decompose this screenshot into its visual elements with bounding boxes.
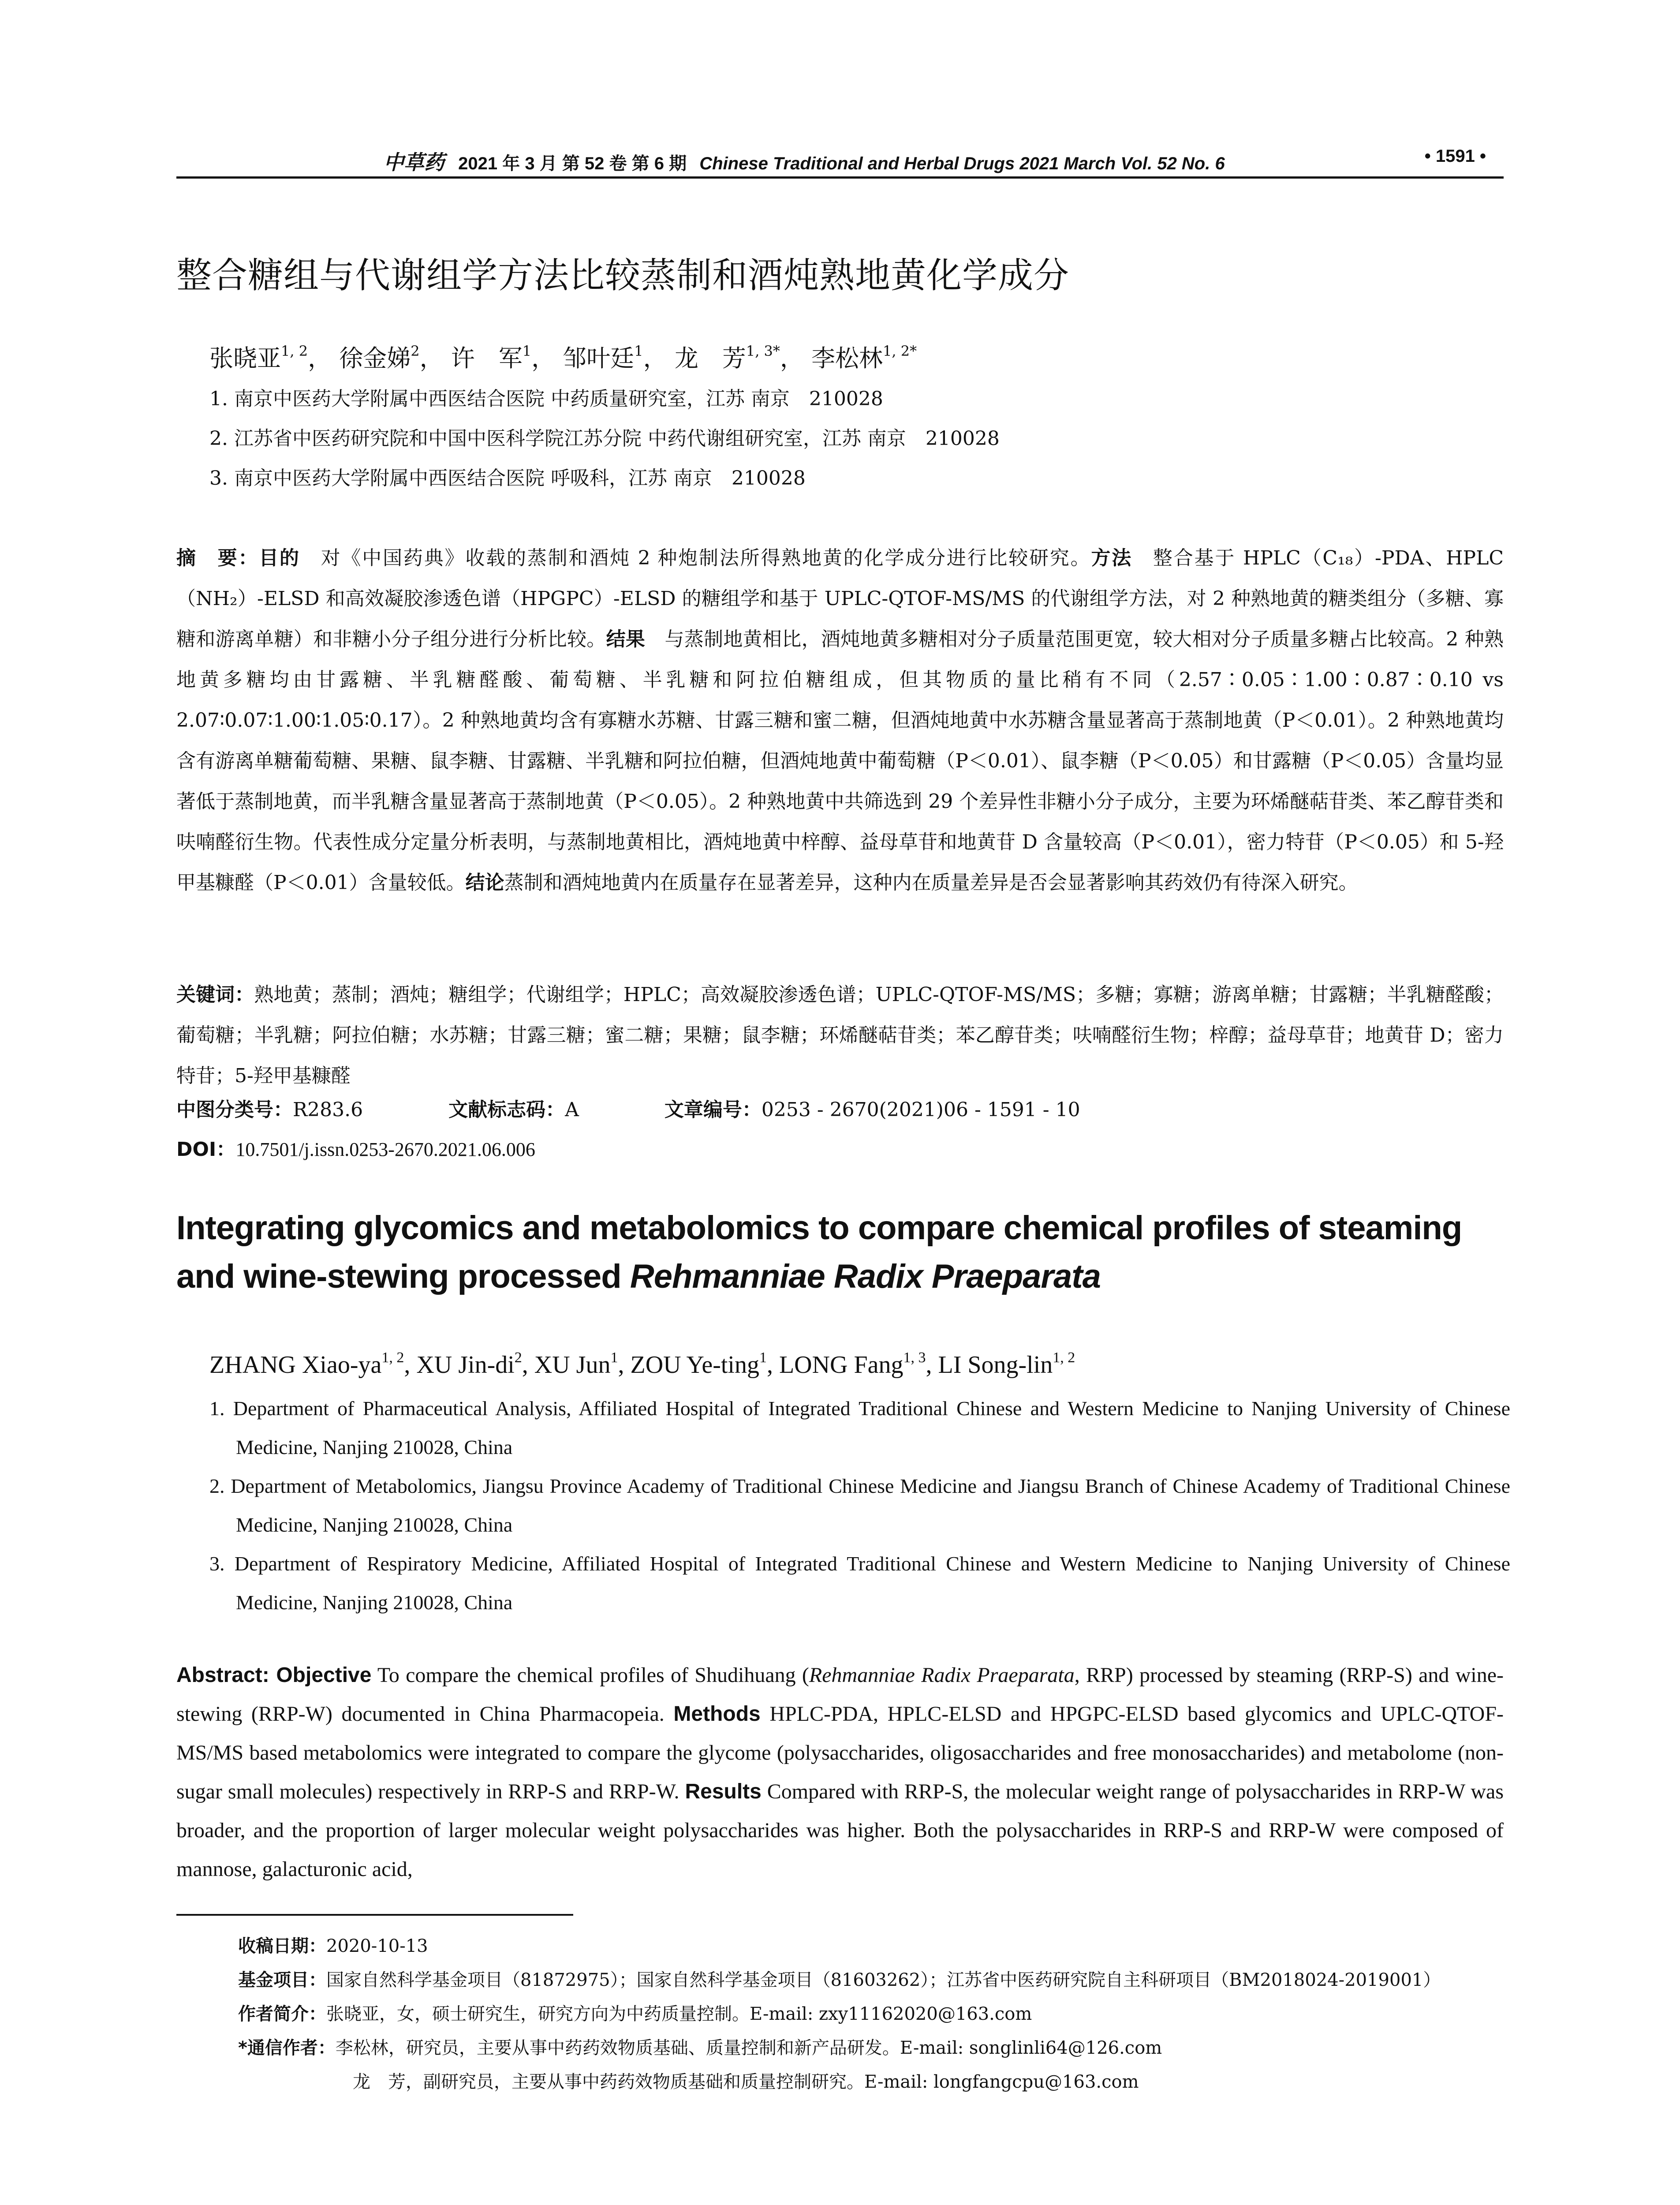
cn-conclusion-text: 蒸制和酒炖地黄内在质量存在显著差异，这种内在质量差异是否会显著影响其药效仍有待深入研究。 [504,871,1358,894]
en-objective-label: Objective [276,1663,372,1687]
en-author-list [209,1349,1075,1379]
cn-issue: 2021 年 3 月 第 52 卷 第 6 期 [458,154,687,173]
en-author: XU Jin-$di^2$, [416,1349,534,1379]
en-author: ZOU Ye-ting$^1$, [630,1349,779,1379]
cn-title: 整合糖组与代谢组学方法比较蒸制和酒炖熟地黄化学成分 [176,255,1069,296]
en-abstract-label: Abstract: [176,1663,276,1687]
en-affiliations [209,1389,1510,1622]
en-title: Integrating glycomics and metabolomics to compare chemical profiles of steaming and wine-stewing processed Rehmanniae Radix Praeparata [176,1209,1462,1295]
classification-meta [176,1094,1160,1122]
cn-author: 龙 芳$^{1, 3*}$， [674,343,804,372]
en-author: LONG Fang$^{1, 3}$, [779,1349,938,1379]
footnote-rule [176,1914,573,1916]
en-title-species: Rehmanniae Radix Praeparata [630,1258,1101,1295]
en-author: LI Song-lin$^{1, 2}$ [938,1349,1075,1379]
cn-author: 李松林$^{1, 2*}$ [811,343,917,372]
en-methods-text: HPLC-PDA, HPLC-ELSD and HPGPC-ELSD based glycomics and UPLC-QTOF-MS/MS based metabolomics were integrated to compare the glycome (polysaccharides, oligosaccharides and free monosaccharides) and metabolome (non-sugar small molecules) respectively in RRP-S and RRP-W. [176,1702,1504,1803]
en-author: XU Jun$^1$, [534,1349,631,1379]
cn-abstract [176,538,1504,903]
cn-affiliation: 2. 江苏省中医药研究院和中国中医科学院江苏分院 中药代谢组研究室，江苏 南京 210028 [209,427,1000,450]
cn-abstract-label: 摘 要： [176,547,259,569]
author-bio: 作者简介：张晓亚，女，硕士研究生，研究方向为中药质量控制。E-mail: zxy11162020@163.com [238,2004,1032,2024]
en-affiliation: 3. Department of Respiratory Medicine, Affiliated Hospital of Integrated Traditional Chinese and Western Medicine to Nanjing University of Chinese Medicine, Nanjing 210028, China [209,1552,1510,1614]
footnote [238,1929,1504,2099]
doi [176,1133,535,1162]
page-number: • 1591 • [1424,146,1486,166]
header-center [384,146,1225,176]
cn-results-label: 结果 [606,628,646,650]
clc-number: 中图分类号：R283.6 [176,1099,363,1121]
en-species-name: Rehmanniae Radix Praeparata [809,1663,1075,1687]
en-author: ZHANG Xiao-ya$^{1, 2}$, [209,1349,417,1379]
cn-objective-text: 对《中国药典》收载的蒸制和酒炖 2 种炮制法所得熟地黄的化学成分进行比较研究。 [300,547,1091,569]
cn-affiliations [209,379,1000,498]
en-affiliation: 2. Department of Metabolomics, Jiangsu Province Academy of Traditional Chinese Medicine and Jiangsu Branch of Chinese Academy of Traditional Chinese Medicine, Nanjing 210028, China [209,1475,1510,1536]
cn-author: 许 军$^1$， [451,343,556,372]
en-affiliation: 1. Department of Pharmaceutical Analysis, Affiliated Hospital of Integrated Traditional Chinese and Western Medicine to Nanjing University of Chinese Medicine, Nanjing 210028, China [209,1397,1510,1458]
cn-affiliation: 1. 南京中医药大学附属中西医结合医院 中药质量研究室，江苏 南京 210028 [209,388,883,410]
article-number: 文章编号：0253 - 2670(2021)06 - 1591 - 10 [664,1099,1080,1121]
received-date: 收稿日期：2020-10-13 [238,1936,428,1956]
cn-objective-label: 目的 [259,547,300,569]
en-methods-label: Methods [673,1702,761,1726]
cn-author: 徐金娣$^2$， [339,343,444,372]
doi-link[interactable]: 10.7501/j.issn.0253-2670.2021.06.006 [235,1139,535,1160]
en-journal: Chinese Traditional and Herbal Drugs 2021 March Vol. 52 No. 6 [699,154,1225,173]
cn-author: 张晓亚$^{1, 2}$， [209,343,332,372]
cn-methods-label: 方法 [1091,547,1133,569]
cn-results-text: 与蒸制地黄相比，酒炖地黄多糖相对分子质量范围更宽，较大相对分子质量多糖占比较高。2 种熟地黄多糖均由甘露糖、半乳糖醛酸、葡萄糖、半乳糖和阿拉伯糖组成，但其物质的量比稍有不同（2.57∶0.05∶1.00∶0.87∶0.10 vs 2.07∶0.07∶1.00∶1.05∶0.17）。2 种熟地黄均含有寡糖水苏糖、甘露三糖和蜜二糖，但酒炖地黄中水苏糖含量显著高于蒸制地黄（P＜0.01）。2 种熟地黄均含有游离单糖葡萄糖、果糖、鼠李糖、甘露糖、半乳糖和阿拉伯糖，但酒炖地黄中葡萄糖（P＜0.01）、鼠李糖（P＜0.05）和甘露糖（P＜0.05）含量均显著低于蒸制地黄，而半乳糖含量显著高于蒸制地黄（P＜0.05）。2 种熟地黄中共筛选到 29 个差异性非糖小分子成分，主要为环烯醚萜苷类、苯乙醇苷类和呋喃醛衍生物。代表性成分定量分析表明，与蒸制地黄相比，酒炖地黄中梓醇、益母草苷和地黄苷 D 含量较高（P＜0.01），密力特苷（P＜0.05）和 5-羟甲基糠醛（P＜0.01）含量较低。 [176,628,1504,894]
document-code: 文献标志码：A [448,1099,579,1121]
cn-keywords-text: 熟地黄；蒸制；酒炖；糖组学；代谢组学；HPLC；高效凝胶渗透色谱；UPLC-QTOF-MS/MS；多糖；寡糖；游离单糖；甘露糖；半乳糖醛酸；葡萄糖；半乳糖；阿拉伯糖；水苏糖；甘露三糖；蜜二糖；果糖；鼠李糖；环烯醚萜苷类；苯乙醇苷类；呋喃醛衍生物；梓醇；益母草苷；地黄苷 D；密力特苷；5-羟甲基糠醛 [176,983,1504,1087]
cn-keywords-label: 关键词： [176,983,254,1006]
corresponding-author-2: 龙 芳，副研究员，主要从事中药药效物质基础和质量控制研究。E-mail: longfangcpu@163.com [353,2072,1139,2092]
cn-keywords [176,975,1504,1096]
en-results-text: Compared with RRP-S, the molecular weight range of polysaccharides in RRP-W was broader, and the proportion of larger molecular weight polysaccharides was higher. Both the polysaccharides in RRP-S and RRP-W were composed of mannose, galacturonic acid, [176,1780,1504,1881]
cn-affiliation: 3. 南京中医药大学附属中西医结合医院 呼吸科，江苏 南京 210028 [209,467,806,490]
corresponding-author: *通信作者：李松林，研究员，主要从事中药药效物质基础、质量控制和新产品研发。E-mail: songlinli64@126.com [238,2038,1162,2058]
doi-label: DOI： [176,1138,236,1161]
running-header [176,141,1504,179]
en-results-label: Results [685,1780,762,1803]
fund-info: 基金项目：国家自然科学基金项目（81872975）；国家自然科学基金项目（81603262）；江苏省中医药研究院自主科研项目（BM2018024-2019001） [238,1970,1441,1990]
journal-brand: 中草药 [384,150,444,174]
cn-author-list [209,340,917,374]
en-abstract: Abstract: Objective To compare the chemical profiles of Shudihuang (Rehmanniae Radix Praeparata, RRP) processed by steaming (RRP-S) and wine-stewing (RRP-W) documented in China Pharmacopeia. Methods HPLC-PDA, HPLC-ELSD and HPGPC-ELSD based glycomics and UPLC-QTOF-MS/MS based metabolomics were integrated to compare the glycome (polysaccharides, oligosaccharides and free monosaccharides) and metabolome (non-sugar small molecules) respectively in RRP-S and RRP-W. Results Compared with RRP-S, the molecular weight range of polysaccharides in RRP-W was broader, and the proportion of larger molecular weight polysaccharides was higher. Both the polysaccharides in RRP-S and RRP-W were composed of mannose, galacturonic acid, [176,1663,1504,1881]
cn-conclusion-label: 结论 [465,871,504,894]
cn-author: 邹叶廷$^1$， [563,343,667,372]
cn-methods-text: 整合基于 HPLC（C₁₈）-PDA、HPLC（NH₂）-ELSD 和高效凝胶渗透色谱（HPGPC）-ELSD 的糖组学和基于 UPLC-QTOF-MS/MS 的代谢组学方法，对 2 种熟地黄的糖类组分（多糖、寡糖和游离单糖）和非糖小分子组分进行分析比较。 [176,547,1504,650]
